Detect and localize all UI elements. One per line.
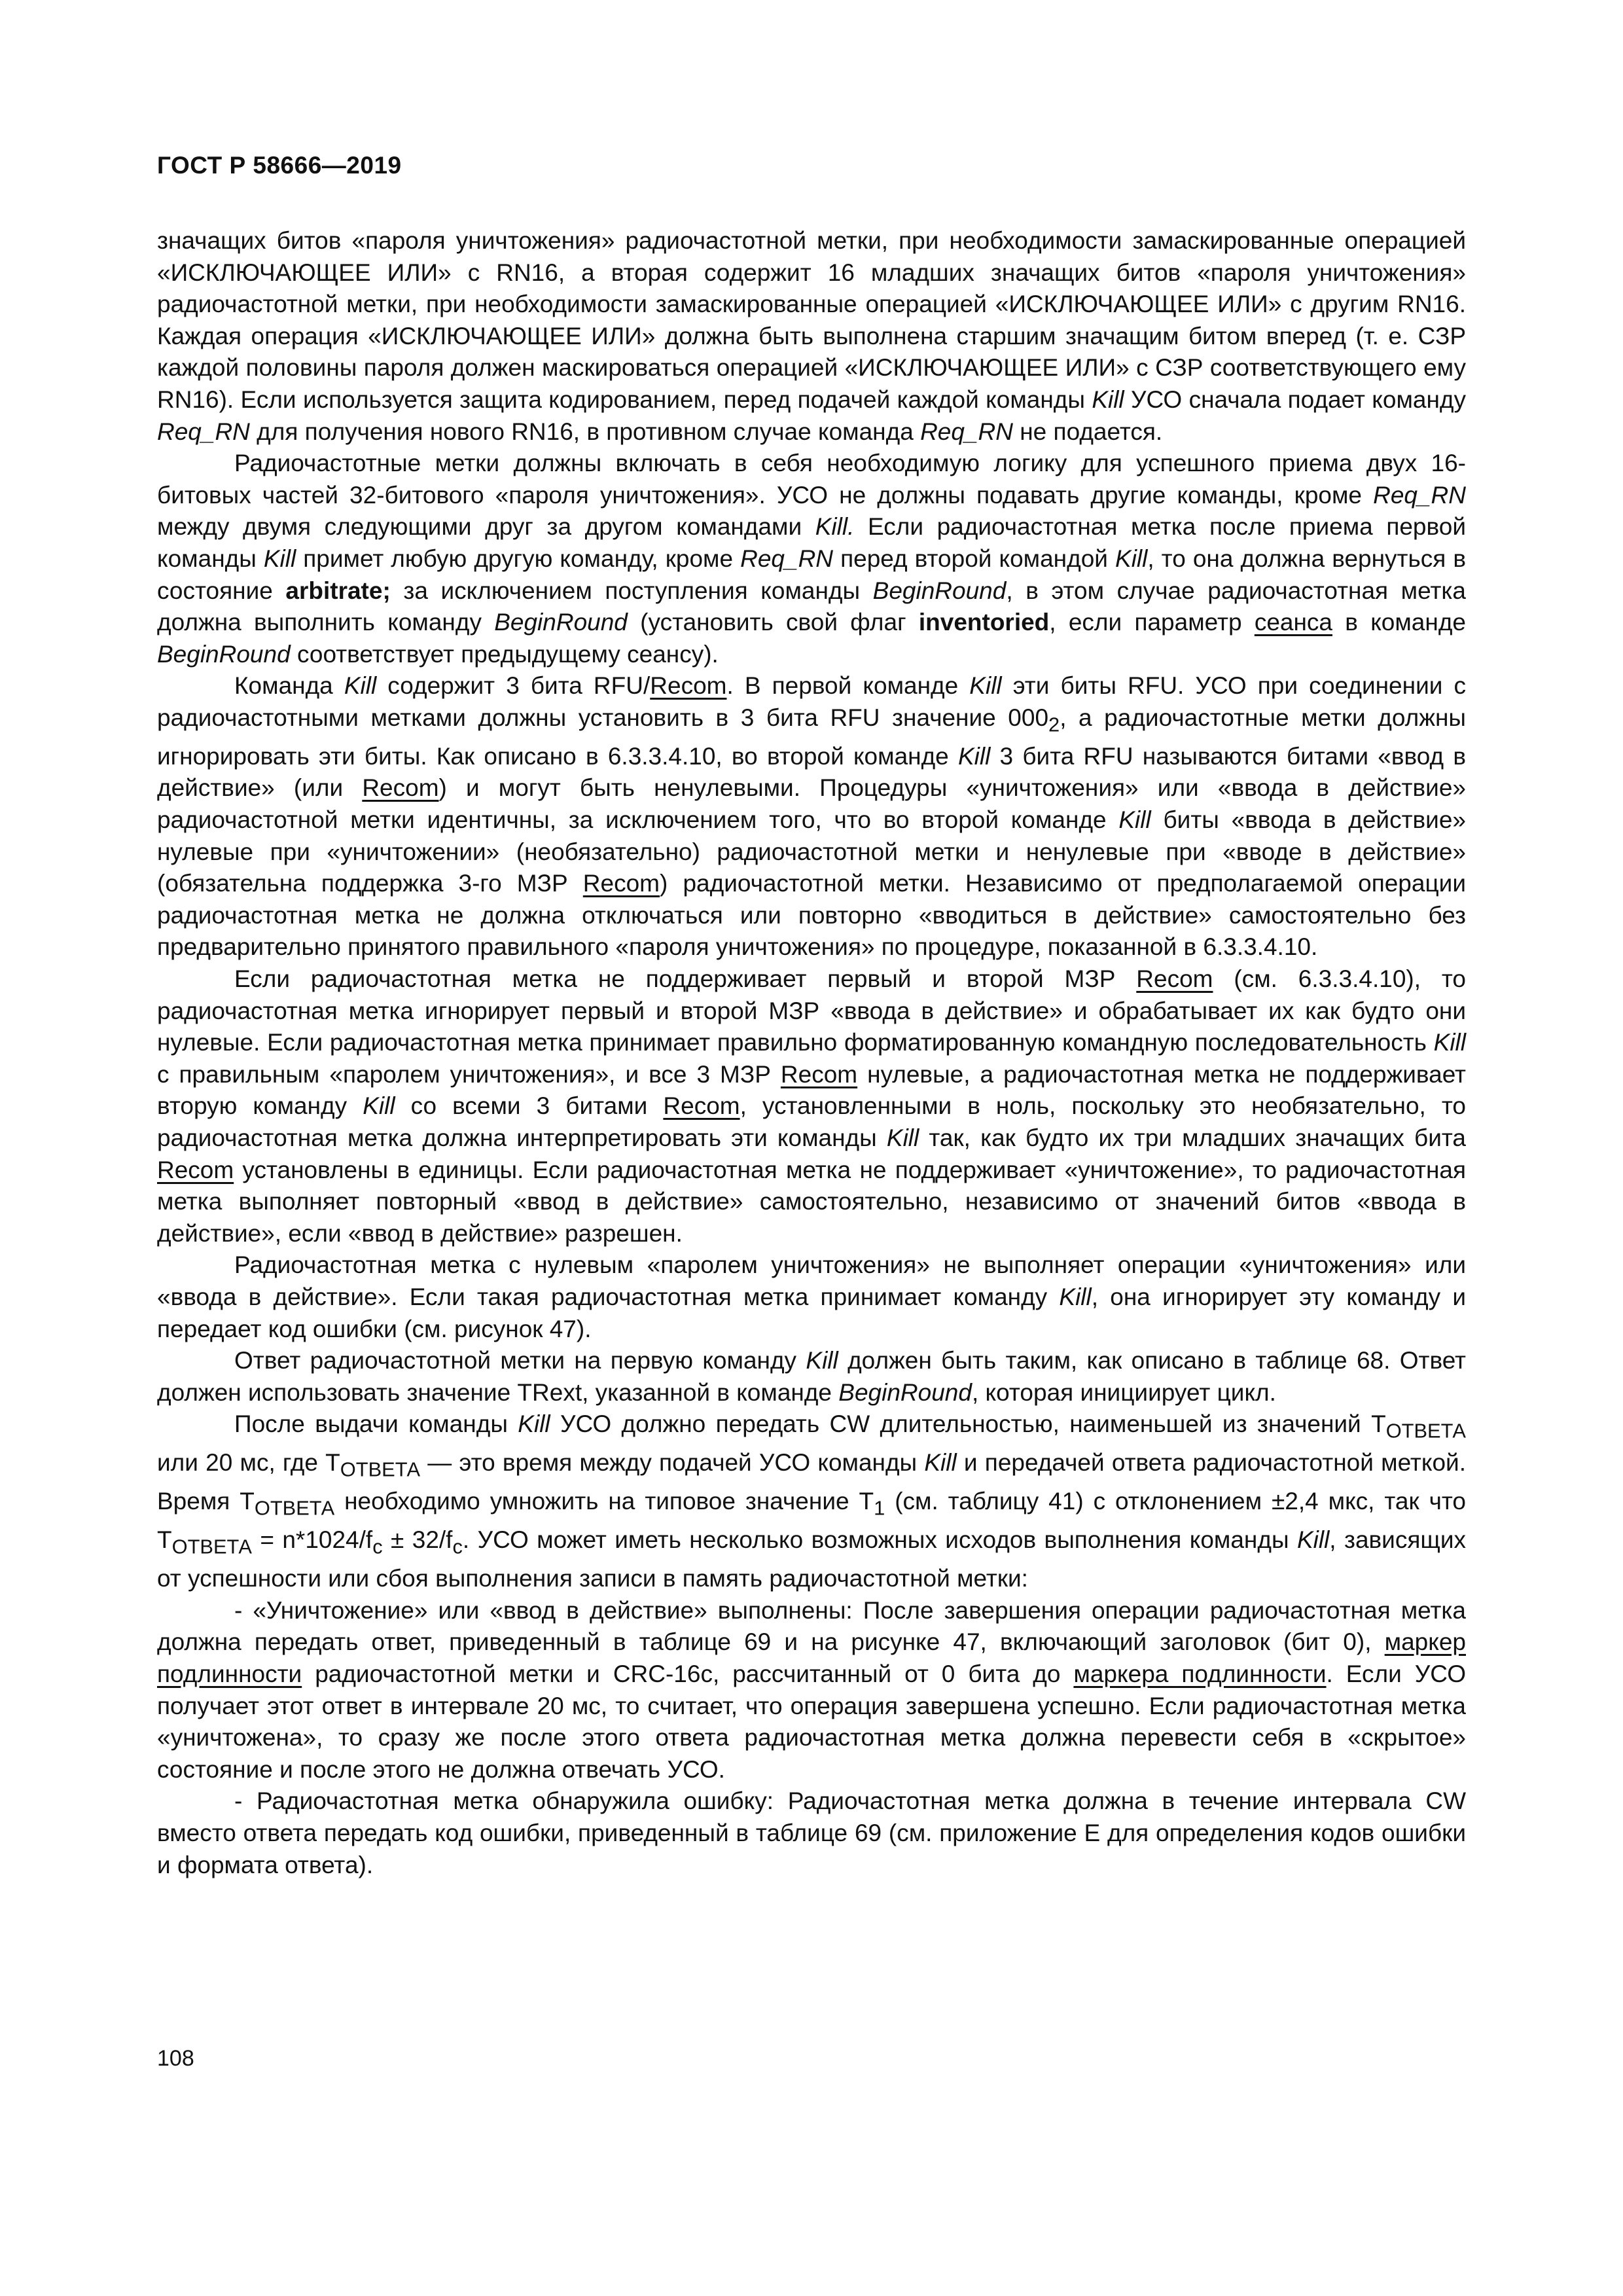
document-body xyxy=(157,225,1466,1881)
paragraph-3: Команда Kill содержит 3 бита RFU/Recom. В первой команде Kill эти биты RFU. УСО при соединении с радиочастотными метками должны установить в 3 бита RFU значение $000_2$, а радиочастотные метки должны игнорировать эти биты. Как описано в 6.3.3.4.10, во второй команде Kill 3 бита RFU называются битами «ввод в действие» (или Recom) и могут быть ненулевыми. Процедуры «уничтожения» или «ввода в действие» радиочастотной метки идентичны, за исключением того, что во второй команде Kill биты «ввода в действие» нулевые при «уничтожении» (необязательно) радиочастотной метки и ненулевые при «вводе в действие» (обязательна поддержка 3-го МЗР Recom) радиочастотной метки. Независимо от предполагаемой операции радиочастотная метка не должна отключаться или повторно «вводиться в действие» самостоятельно без предварительно принятого правильного «пароля уничтожения» по процедуре, показанной в 6.3.3.4.10. xyxy=(157,672,1467,961)
document-header: ГОСТ Р 58666—2019 xyxy=(157,152,402,179)
paragraph-9: - Радиочастотная метка обнаружила ошибку: Радиочастотная метка должна в течение интервала CW вместо ответа передать код ошибки, приведенный в таблице 69 (см. приложение Е для определения кодов ошибки и формата ответа). xyxy=(157,1787,1466,1878)
page-number: 108 xyxy=(157,2046,194,2071)
paragraph-5: Радиочастотная метка с нулевым «паролем уничтожения» не выполняет операции «уничтожения» или «ввода в действие». Если такая радиочастотная метка принимает команду Kill, она игнорирует эту команду и передает код ошибки (см. рисунок 47). xyxy=(157,1251,1467,1342)
paragraph-2: Радиочастотные метки должны включать в себя необходимую логику для успешного приема двух 16-битовых частей 32-битового «пароля уничтожения». УСО не должны подавать другие команды, кроме Req_RN между двумя следующими друг за другом командами Kill. Если радиочастотная метка после приема первой команды Kill примет любую другую команду, кроме Req_RN перед второй командой Kill, то она должна вернуться в состояние arbitrate; за исключением поступления команды BeginRound, в этом случае радиочастотная метка должна выполнить команду BeginRound (установить свой флаг inventoried, если параметр сеанса в команде BeginRound соответствует предыдущему сеансу). xyxy=(157,450,1467,668)
paragraph-1: значащих битов «пароля уничтожения» радиочастотной метки, при необходимости замаскированные операцией «ИСКЛЮЧАЮЩЕЕ ИЛИ» с RN16, а вторая содержит 16 младших значащих битов «пароля уничтожения» радиочастотной метки, при необходимости замаскированные операцией «ИСКЛЮЧАЮЩЕЕ ИЛИ» с другим RN16. Каждая операция «ИСКЛЮЧАЮЩЕЕ ИЛИ» должна быть выполнена старшим значащим битом вперед (т. е. СЗР каждой половины пароля должен маскироваться операцией «ИСКЛЮЧАЮЩЕЕ ИЛИ» с СЗР соответствующего ему RN16). Если используется защита кодированием, перед подачей каждой команды Kill УСО сначала подает команду Req_RN для получения нового RN16, в противном случае команда Req_RN не подается. xyxy=(157,227,1466,445)
paragraph-6: Ответ радиочастотной метки на первую команду Kill должен быть таким, как описано в таблице 68. Ответ должен использовать значение TRext, указанной в команде BeginRound, которая инициирует цикл. xyxy=(157,1347,1467,1406)
paragraph-8: - «Уничтожение» или «ввод в действие» выполнены: После завершения операции радиочастотная метка должна передать ответ, приведенный в таблице 69 и на рисунке 47, включающий заголовок (бит 0), маркер подлинности радиочастотной метки и CRC-16с, рассчитанный от 0 бита до маркера подлинности. Если УСО получает этот ответ в интервале 20 мс, то считает, что операция завершена успешно. Если радиочастотная метка «уничтожена», то сразу же после этого ответа радиочастотная метка должна перевести себя в «скрытое» состояние и после этого не должна отвечать УСО. xyxy=(157,1596,1466,1783)
paragraph-4: Если радиочастотная метка не поддерживает первый и второй МЗР Recom (см. 6.3.3.4.10), то радиочастотная метка игнорирует первый и второй МЗР «ввода в действие» и обрабатывает их как будто они нулевые. Если радиочастотная метка принимает правильно форматированную командную последовательность Kill с правильным «паролем уничтожения», и все 3 МЗР Recom нулевые, а радиочастотная метка не поддерживает вторую команду Kill со всеми 3 битами Recom, установленными в ноль, поскольку это необязательно, то радиочастотная метка должна интерпретировать эти команды Kill так, как будто их три младших значащих бита Recom установлены в единицы. Если радиочастотная метка не поддерживает «уничтожение», то радиочастотная метка выполняет повторный «ввод в действие» самостоятельно, независимо от значений битов «ввода в действие», если «ввод в действие» разрешен. xyxy=(157,965,1466,1247)
paragraph-7: После выдачи команды Kill УСО должно передать CW длительностью, наименьшей из значений $T_{ОТВЕТА}$ или 20 мс, где $T_{ОТВЕТА}$ — это время между подачей УСО команды Kill и передачей ответа радиочастотной меткой. Время $T_{ОТВЕТА}$ необходимо умножить на типовое значение $T_1$ (см. таблицу 41) с отклонением ±2,4 мкс, так что $T_{ОТВЕТА} = n*1024/f_c \pm 32/f_c$. УСО может иметь несколько возможных исходов выполнения команды Kill, зависящих от успешности или сбоя выполнения записи в память радиочастотной метки: xyxy=(157,1410,1466,1592)
